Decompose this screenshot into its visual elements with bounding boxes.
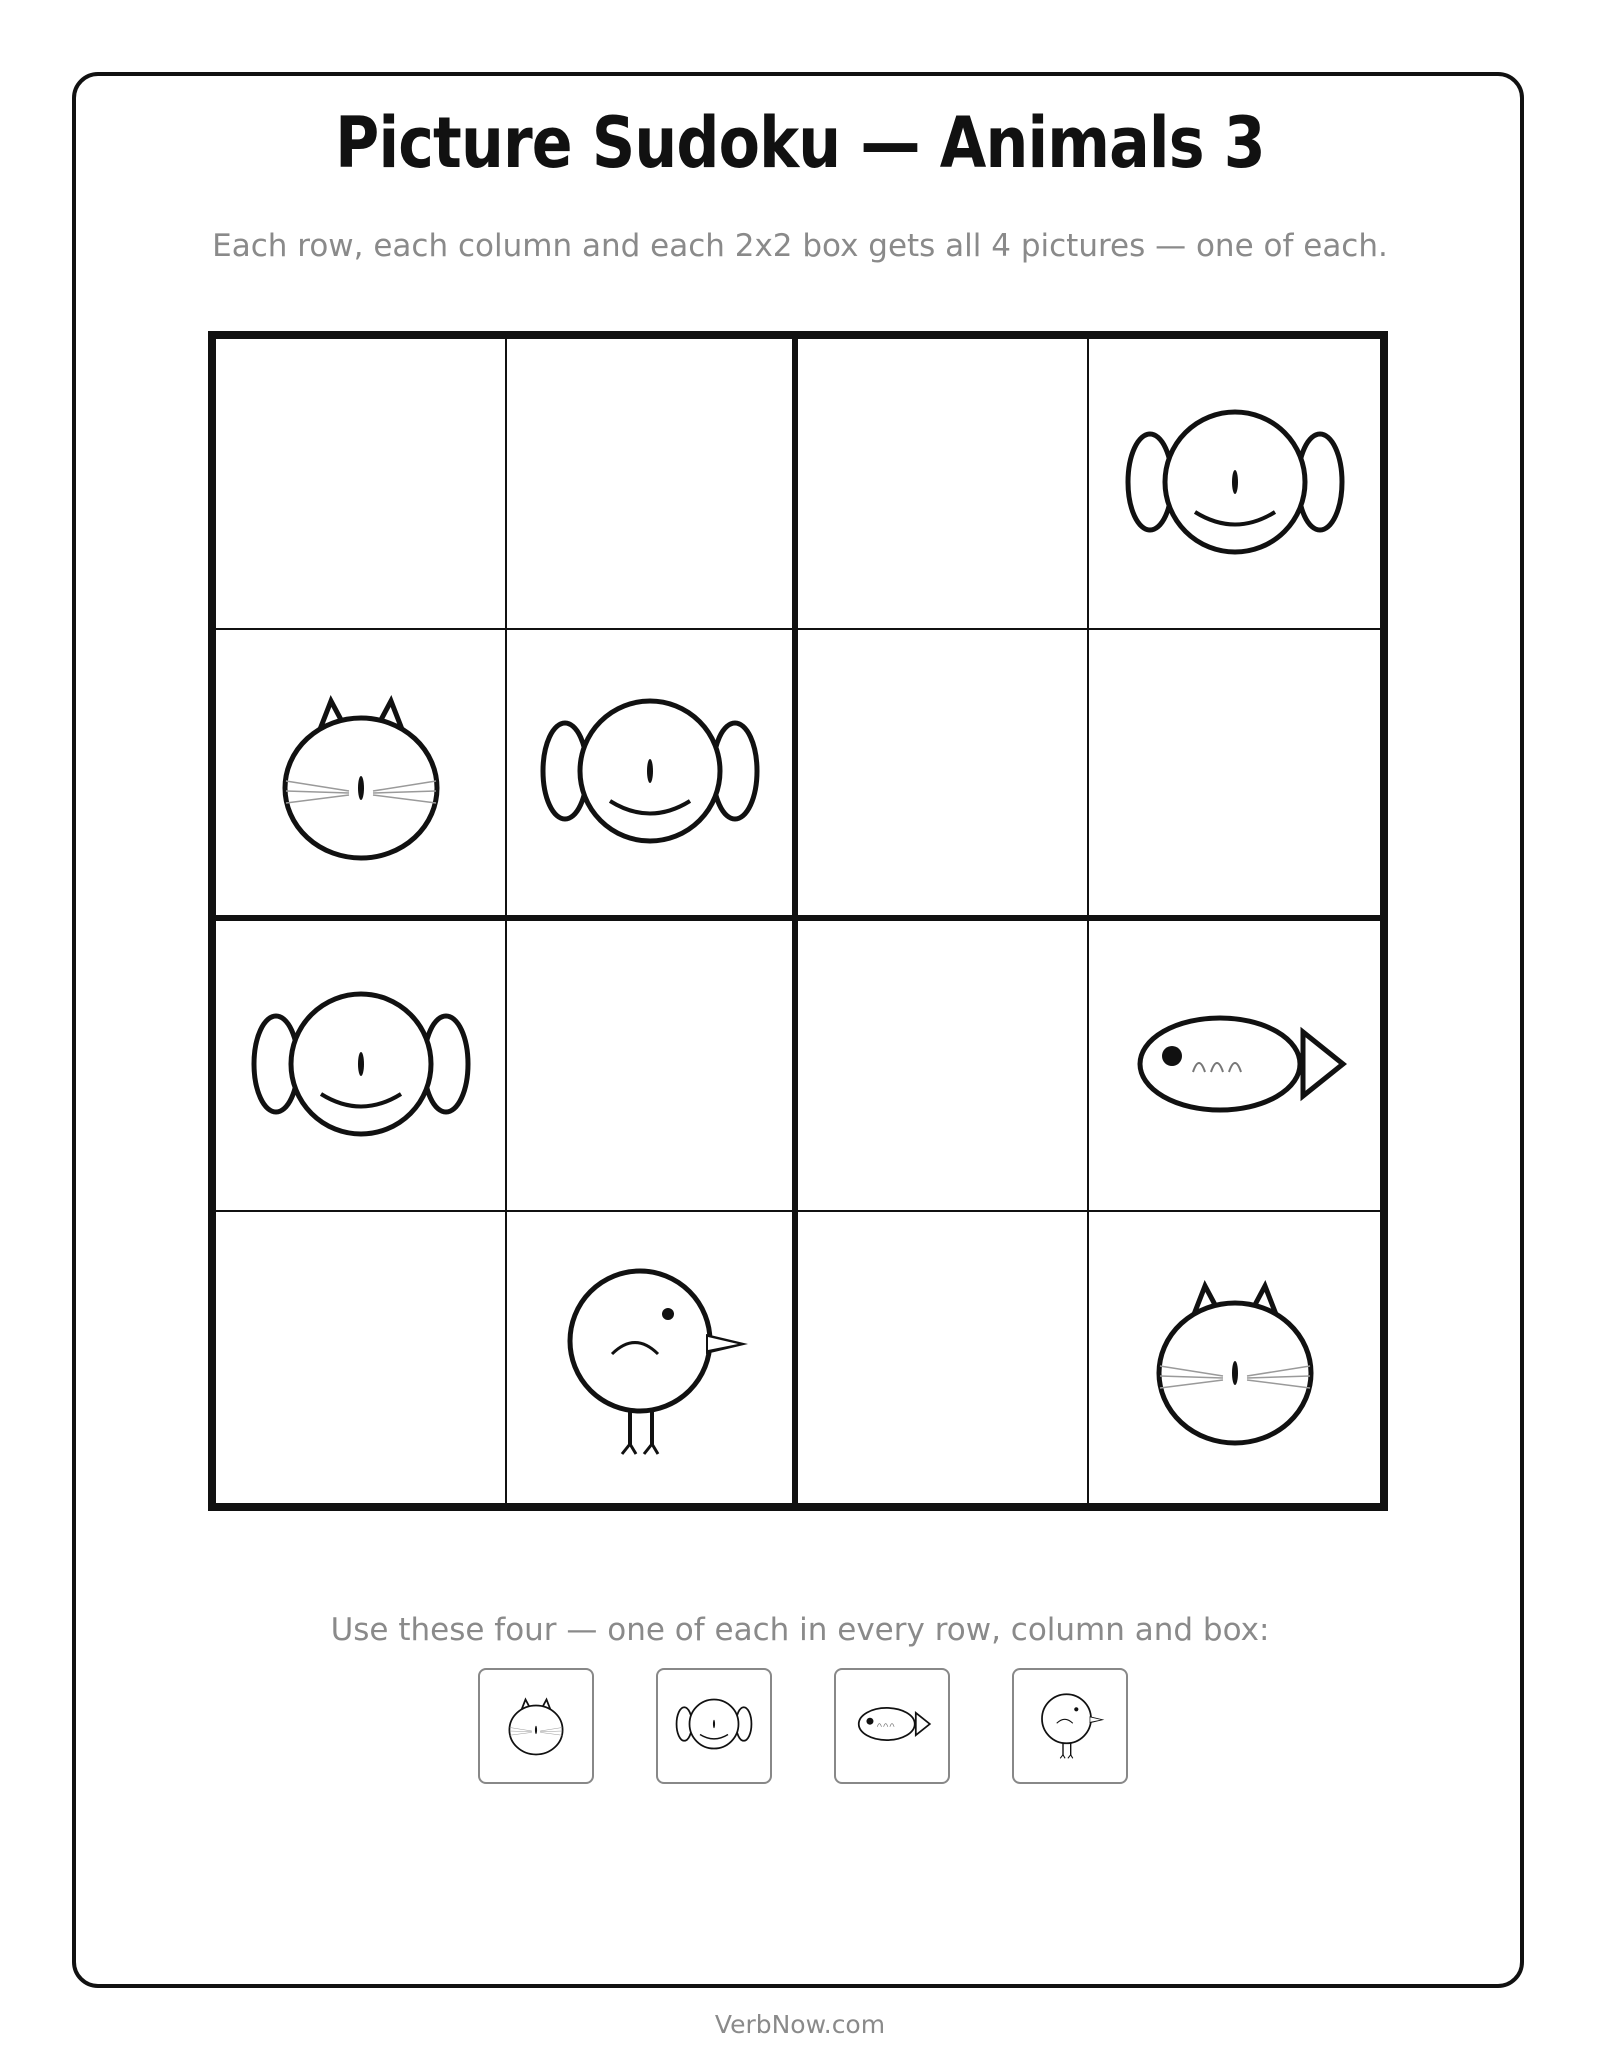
grid-cell-r2c1[interactable]: [216, 630, 507, 921]
grid-cell-r1c1[interactable]: [216, 339, 507, 630]
grid-cell-r4c1[interactable]: [216, 1212, 507, 1503]
grid-cell-r2c4[interactable]: [1089, 630, 1380, 921]
grid-cell-r3c2[interactable]: [507, 921, 798, 1212]
cat-icon: [1115, 1236, 1355, 1480]
grid-cell-r4c4[interactable]: [1089, 1212, 1380, 1503]
page-title: Picture Sudoku — Animals 3: [335, 102, 1265, 184]
fish-icon: [1115, 944, 1355, 1188]
legend-item-monkey: [656, 1668, 772, 1784]
bird-icon: [1028, 1682, 1112, 1770]
fish-icon: [850, 1682, 934, 1770]
legend-item-cat: [478, 1668, 594, 1784]
sudoku-grid: [208, 331, 1388, 1511]
grid-cell-r1c4[interactable]: [1089, 339, 1380, 630]
cat-icon: [241, 651, 481, 895]
grid-cell-r4c3[interactable]: [798, 1212, 1089, 1503]
grid-cell-r3c3[interactable]: [798, 921, 1089, 1212]
grid-cell-r1c3[interactable]: [798, 339, 1089, 630]
grid-cell-r2c2[interactable]: [507, 630, 798, 921]
legend-item-fish: [834, 1668, 950, 1784]
instructions: Each row, each column and each 2x2 box gets all 4 pictures — one of each.: [212, 228, 1388, 264]
monkey-icon: [1115, 362, 1355, 606]
grid-cell-r3c1[interactable]: [216, 921, 507, 1212]
monkey-icon: [241, 944, 481, 1188]
grid-cell-r1c2[interactable]: [507, 339, 798, 630]
cat-icon: [494, 1682, 578, 1770]
monkey-icon: [530, 651, 770, 895]
grid-cell-r2c3[interactable]: [798, 630, 1089, 921]
bird-icon: [530, 1236, 770, 1480]
legend-item-bird: [1012, 1668, 1128, 1784]
legend-label: Use these four — one of each in every row, column and box:: [330, 1612, 1270, 1648]
grid-cell-r3c4[interactable]: [1089, 921, 1380, 1212]
monkey-icon: [672, 1682, 756, 1770]
picture-legend: [478, 1668, 1128, 1788]
footer-site: VerbNow.com: [714, 2010, 886, 2039]
grid-cell-r4c2[interactable]: [507, 1212, 798, 1503]
